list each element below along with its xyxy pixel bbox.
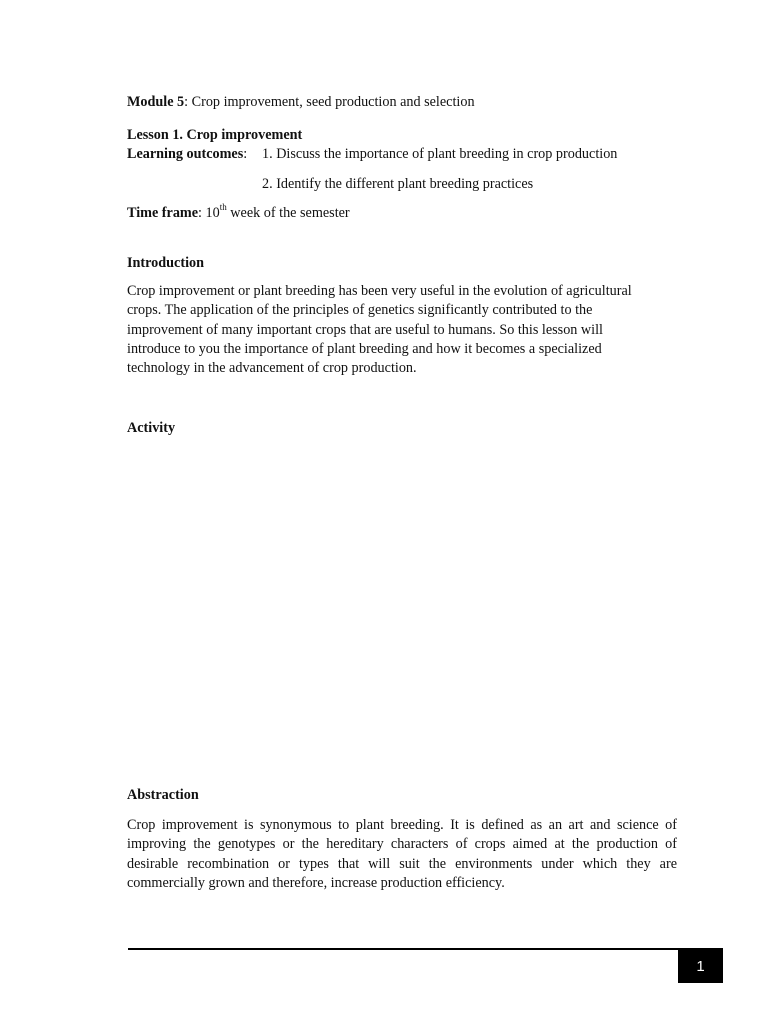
abstraction-line: improving the genotypes or the hereditary characters of crops aimed at the production of [127, 836, 677, 853]
learning-outcomes-label: Learning outcomes [127, 146, 244, 162]
introduction-line: technology in the advancement of crop production. [127, 360, 417, 377]
page-number [678, 950, 723, 983]
activity-heading: Activity [127, 420, 176, 436]
module-line [127, 93, 475, 111]
abstraction-line: commercially grown and therefore, increase production efficiency. [127, 874, 505, 891]
abstraction-heading: Abstraction [127, 787, 199, 803]
outcome-item-2: 2. Identify the different plant breeding practices [262, 176, 534, 192]
time-frame-label: Time frame [127, 205, 199, 221]
introduction-line: Crop improvement or plant breeding has been very useful in the evolution of agricultural [127, 283, 632, 299]
abstraction-line: desirable recombination or types that will suit the environments under which they are [127, 855, 677, 872]
introduction-line: crops. The application of the principles of genetics significantly contributed to the [127, 302, 593, 319]
footer-rule [128, 948, 723, 950]
module-label: Module 5 [127, 94, 185, 110]
time-frame-rest: week of the semester [226, 205, 350, 221]
module-title: : Crop improvement, seed production and selection [184, 94, 475, 110]
abstraction-line: Crop improvement is synonymous to plant breeding. It is defined as an art and science of [127, 817, 677, 833]
time-frame-week: : 10 [198, 205, 220, 221]
abstraction-paragraph [127, 816, 677, 893]
lesson-title: Lesson 1. Crop improvement [127, 127, 303, 143]
learning-outcomes-line [127, 145, 247, 163]
introduction-line: introduce to you the importance of plant breeding and how it becomes a specialized [127, 340, 602, 357]
page-number-text: 1 [696, 958, 705, 975]
learning-outcomes-colon: : [243, 146, 248, 162]
time-frame-line [127, 204, 350, 222]
introduction-heading: Introduction [127, 255, 204, 271]
introduction-paragraph [127, 282, 677, 378]
introduction-line: improvement of many important crops that are useful to humans. So this lesson will [127, 321, 603, 338]
outcome-item-1: 1. Discuss the importance of plant breeding in crop production [262, 146, 618, 162]
time-frame-ordinal: th [219, 202, 227, 213]
